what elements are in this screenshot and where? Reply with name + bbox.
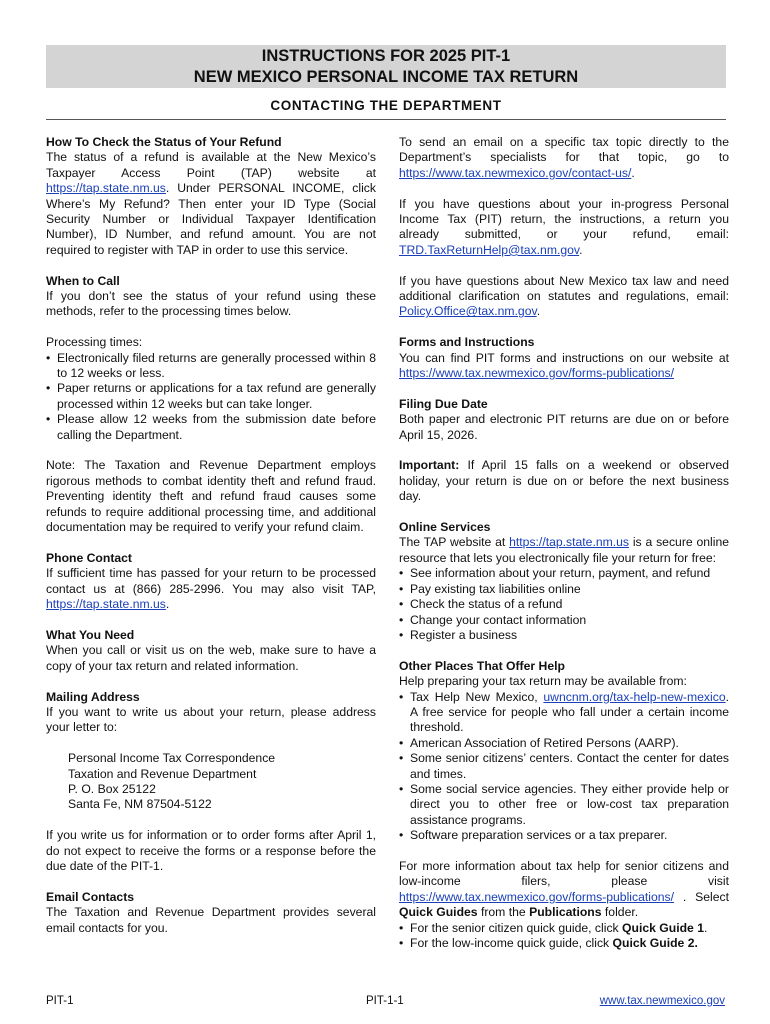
online-text-cont: is a secure online resource that lets you electronically file your return for free:	[399, 535, 729, 565]
list-item: • Some senior citizens’ centers. Contact the center for dates and times.	[399, 751, 729, 782]
refund-text-cont: . Under PERSONAL INCOME, click Where’s My Refund? Then enter your ID Type (Social Security Number or Individual Taxpayer Identification Number), ID Number, and refund amount. You are not required to register with TAP in order to use this service.	[46, 181, 376, 257]
law-end: .	[536, 304, 541, 319]
call-heading: When to Call	[46, 273, 120, 288]
more-info-paragraph	[399, 859, 729, 921]
help-paragraph	[399, 659, 729, 690]
forms-heading: Forms and Instructions	[399, 335, 535, 350]
refund-text: The status of a refund is available at the New Mexico’s Taxpayer Access Point (TAP) website at	[46, 150, 376, 180]
call-paragraph	[46, 274, 376, 320]
address-line: Personal Income Tax Correspondence	[68, 751, 276, 766]
title-banner	[46, 45, 726, 88]
guide-text: For the low-income quick guide, click	[410, 936, 613, 950]
call-text: If you don’t see the status of your refund using these methods, refer to the processing times below.	[46, 289, 376, 319]
more-text-4: folder.	[601, 905, 639, 920]
help-item-text: Tax Help New Mexico,	[410, 689, 544, 704]
help-item-text-cont: . A free service for people who fall under a certain income threshold.	[410, 689, 729, 735]
list-item: • American Association of Retired Persons (AARP).	[399, 736, 729, 751]
phone-text-end: .	[165, 597, 170, 612]
title-line-1: INSTRUCTIONS FOR 2025 PIT-1	[261, 47, 511, 65]
more-text-3: from the	[477, 905, 530, 920]
progress-end: .	[579, 242, 583, 257]
forms-notice: If you write us for information or to order forms after April 1, do not expect to receive the forms or a response before the due date of the PIT-1.	[46, 828, 376, 873]
list-item: • Register a business	[399, 628, 729, 643]
address-line: Santa Fe, NM 87504-5122	[68, 797, 212, 812]
topic-end: .	[631, 165, 635, 180]
publications-label: Publications	[529, 905, 602, 920]
list-item: • See information about your return, payment, and refund	[399, 566, 729, 581]
footer-form-id: PIT-1	[46, 995, 74, 1007]
quick-guides-label: Quick Guides	[399, 905, 478, 920]
online-text: The TAP website at	[399, 535, 510, 550]
more-text: For more information about tax help for senior citizens and low-income filers, please visit	[399, 858, 729, 889]
address-line: Taxation and Revenue Department	[68, 766, 257, 781]
phone-paragraph	[46, 551, 376, 613]
more-info-link[interactable]: https://www.tax.newmexico.gov/forms-publications/	[399, 889, 675, 904]
list-item: • Pay existing tax liabilities online	[399, 582, 729, 597]
list-item: • Some social service agencies. They either provide help or direct you to other free or low-cost tax preparation assistance programs.	[399, 782, 729, 828]
list-item: • Electronically filed returns are generally processed within 8 to 12 weeks or less.	[46, 351, 376, 382]
refund-heading: How To Check the Status of Your Refund	[46, 135, 282, 149]
processing-list	[46, 351, 376, 443]
email-paragraph	[46, 890, 376, 936]
processing-label: Processing times:	[46, 335, 143, 350]
help-heading: Other Places That Offer Help	[399, 658, 565, 673]
help-text: Help preparing your tax return may be available from:	[399, 674, 687, 689]
note-paragraph: Note: The Taxation and Revenue Department employs rigorous methods to combat identity theft and refund fraud. Preventing identity theft and refund fraud causes some refunds to require additional processing time, and additional documentation may be required to verify your refund claim.	[46, 458, 376, 535]
mail-paragraph	[46, 690, 376, 736]
law-text: If you have questions about New Mexico tax law and need additional clarification on statutes and regulations, email:	[399, 273, 729, 304]
quick-guide-2-label: Quick Guide 2	[612, 936, 695, 950]
phone-text: If sufficient time has passed for your return to be processed contact us at (866) 285-2996. You may also visit TAP,	[46, 566, 376, 596]
help-list	[399, 690, 729, 844]
section-divider	[46, 119, 726, 120]
important-label: Important:	[399, 458, 460, 473]
need-heading: What You Need	[46, 627, 135, 642]
progress-paragraph	[399, 197, 729, 259]
tap-link-online[interactable]: https://tap.state.nm.us	[509, 535, 630, 550]
topic-paragraph	[399, 135, 729, 181]
online-heading: Online Services	[399, 520, 491, 535]
online-paragraph	[399, 520, 729, 566]
mail-text: If you want to write us about your return, please address your letter to:	[46, 704, 376, 735]
guide-end: .	[694, 936, 698, 950]
more-text-2: . Select	[674, 889, 729, 904]
list-item: • Please allow 12 weeks from the submission date before calling the Department.	[46, 412, 376, 443]
law-paragraph	[399, 274, 729, 320]
due-paragraph	[399, 397, 729, 443]
mailing-address	[46, 751, 376, 813]
footer-page-number: PIT-1-1	[366, 995, 404, 1007]
right-column	[399, 135, 729, 967]
due-text: Both paper and electronic PIT returns are due on or before April 15, 2026.	[399, 412, 729, 442]
refund-paragraph	[46, 135, 376, 258]
footer-website-link[interactable]: www.tax.newmexico.gov	[599, 995, 725, 1007]
list-item: • Check the status of a refund	[399, 597, 729, 612]
list-item: • Change your contact information	[399, 613, 729, 628]
email-text: The Taxation and Revenue Department provides several email contacts for you.	[46, 905, 376, 935]
email-heading: Email Contacts	[46, 889, 135, 904]
contact-us-link[interactable]: https://www.tax.newmexico.gov/contact-us/	[399, 165, 632, 180]
important-paragraph	[399, 458, 729, 504]
due-heading: Filing Due Date	[399, 396, 488, 411]
important-text: If April 15 falls on a weekend or observed holiday, your return is due on or before the next business day.	[399, 458, 729, 504]
progress-text: If you have questions about your in-progress Personal Income Tax (PIT) return, the instructions, a return you already submitted, or your refund, email:	[399, 196, 729, 242]
forms-text: You can find PIT forms and instructions on our website at	[399, 350, 729, 365]
title-line-2: NEW MEXICO PERSONAL INCOME TAX RETURN	[193, 68, 579, 86]
phone-heading: Phone Contact	[46, 550, 132, 565]
quick-guide-list	[399, 921, 729, 952]
topic-text: To send an email on a specific tax topic directly to the Department’s specialists for that topic, go to	[399, 135, 729, 165]
guide-end: .	[703, 920, 708, 935]
need-text: When you call or visit us on the web, make sure to have a copy of your tax return and related information.	[46, 643, 376, 673]
list-item	[399, 936, 729, 951]
list-item	[399, 921, 729, 936]
left-column	[46, 135, 376, 951]
return-help-email-link[interactable]: TRD.TaxReturnHelp@tax.nm.gov	[399, 242, 580, 257]
tap-link[interactable]: https://tap.state.nm.us	[46, 181, 166, 196]
forms-paragraph	[399, 335, 729, 381]
tap-link-phone[interactable]: https://tap.state.nm.us	[46, 597, 166, 612]
need-paragraph	[46, 628, 376, 674]
list-item	[399, 690, 729, 736]
list-item: • Paper returns or applications for a tax refund are generally processed within 12 weeks but can take longer.	[46, 381, 376, 412]
policy-email-link[interactable]: Policy.Office@tax.nm.gov	[399, 304, 537, 319]
section-heading: CONTACTING THE DEPARTMENT	[270, 98, 502, 113]
online-services-list	[399, 566, 729, 643]
mail-heading: Mailing Address	[46, 689, 140, 704]
guide-text: For the senior citizen quick guide, click	[410, 920, 623, 935]
list-item: • Software preparation services or a tax preparer.	[399, 828, 729, 843]
address-line: P. O. Box 25122	[68, 781, 156, 796]
quick-guide-1-label: Quick Guide 1	[622, 920, 704, 935]
forms-publications-link[interactable]: https://www.tax.newmexico.gov/forms-publications/	[399, 366, 675, 381]
tax-help-nm-link[interactable]: uwncnm.org/tax-help-new-mexico	[543, 689, 726, 704]
